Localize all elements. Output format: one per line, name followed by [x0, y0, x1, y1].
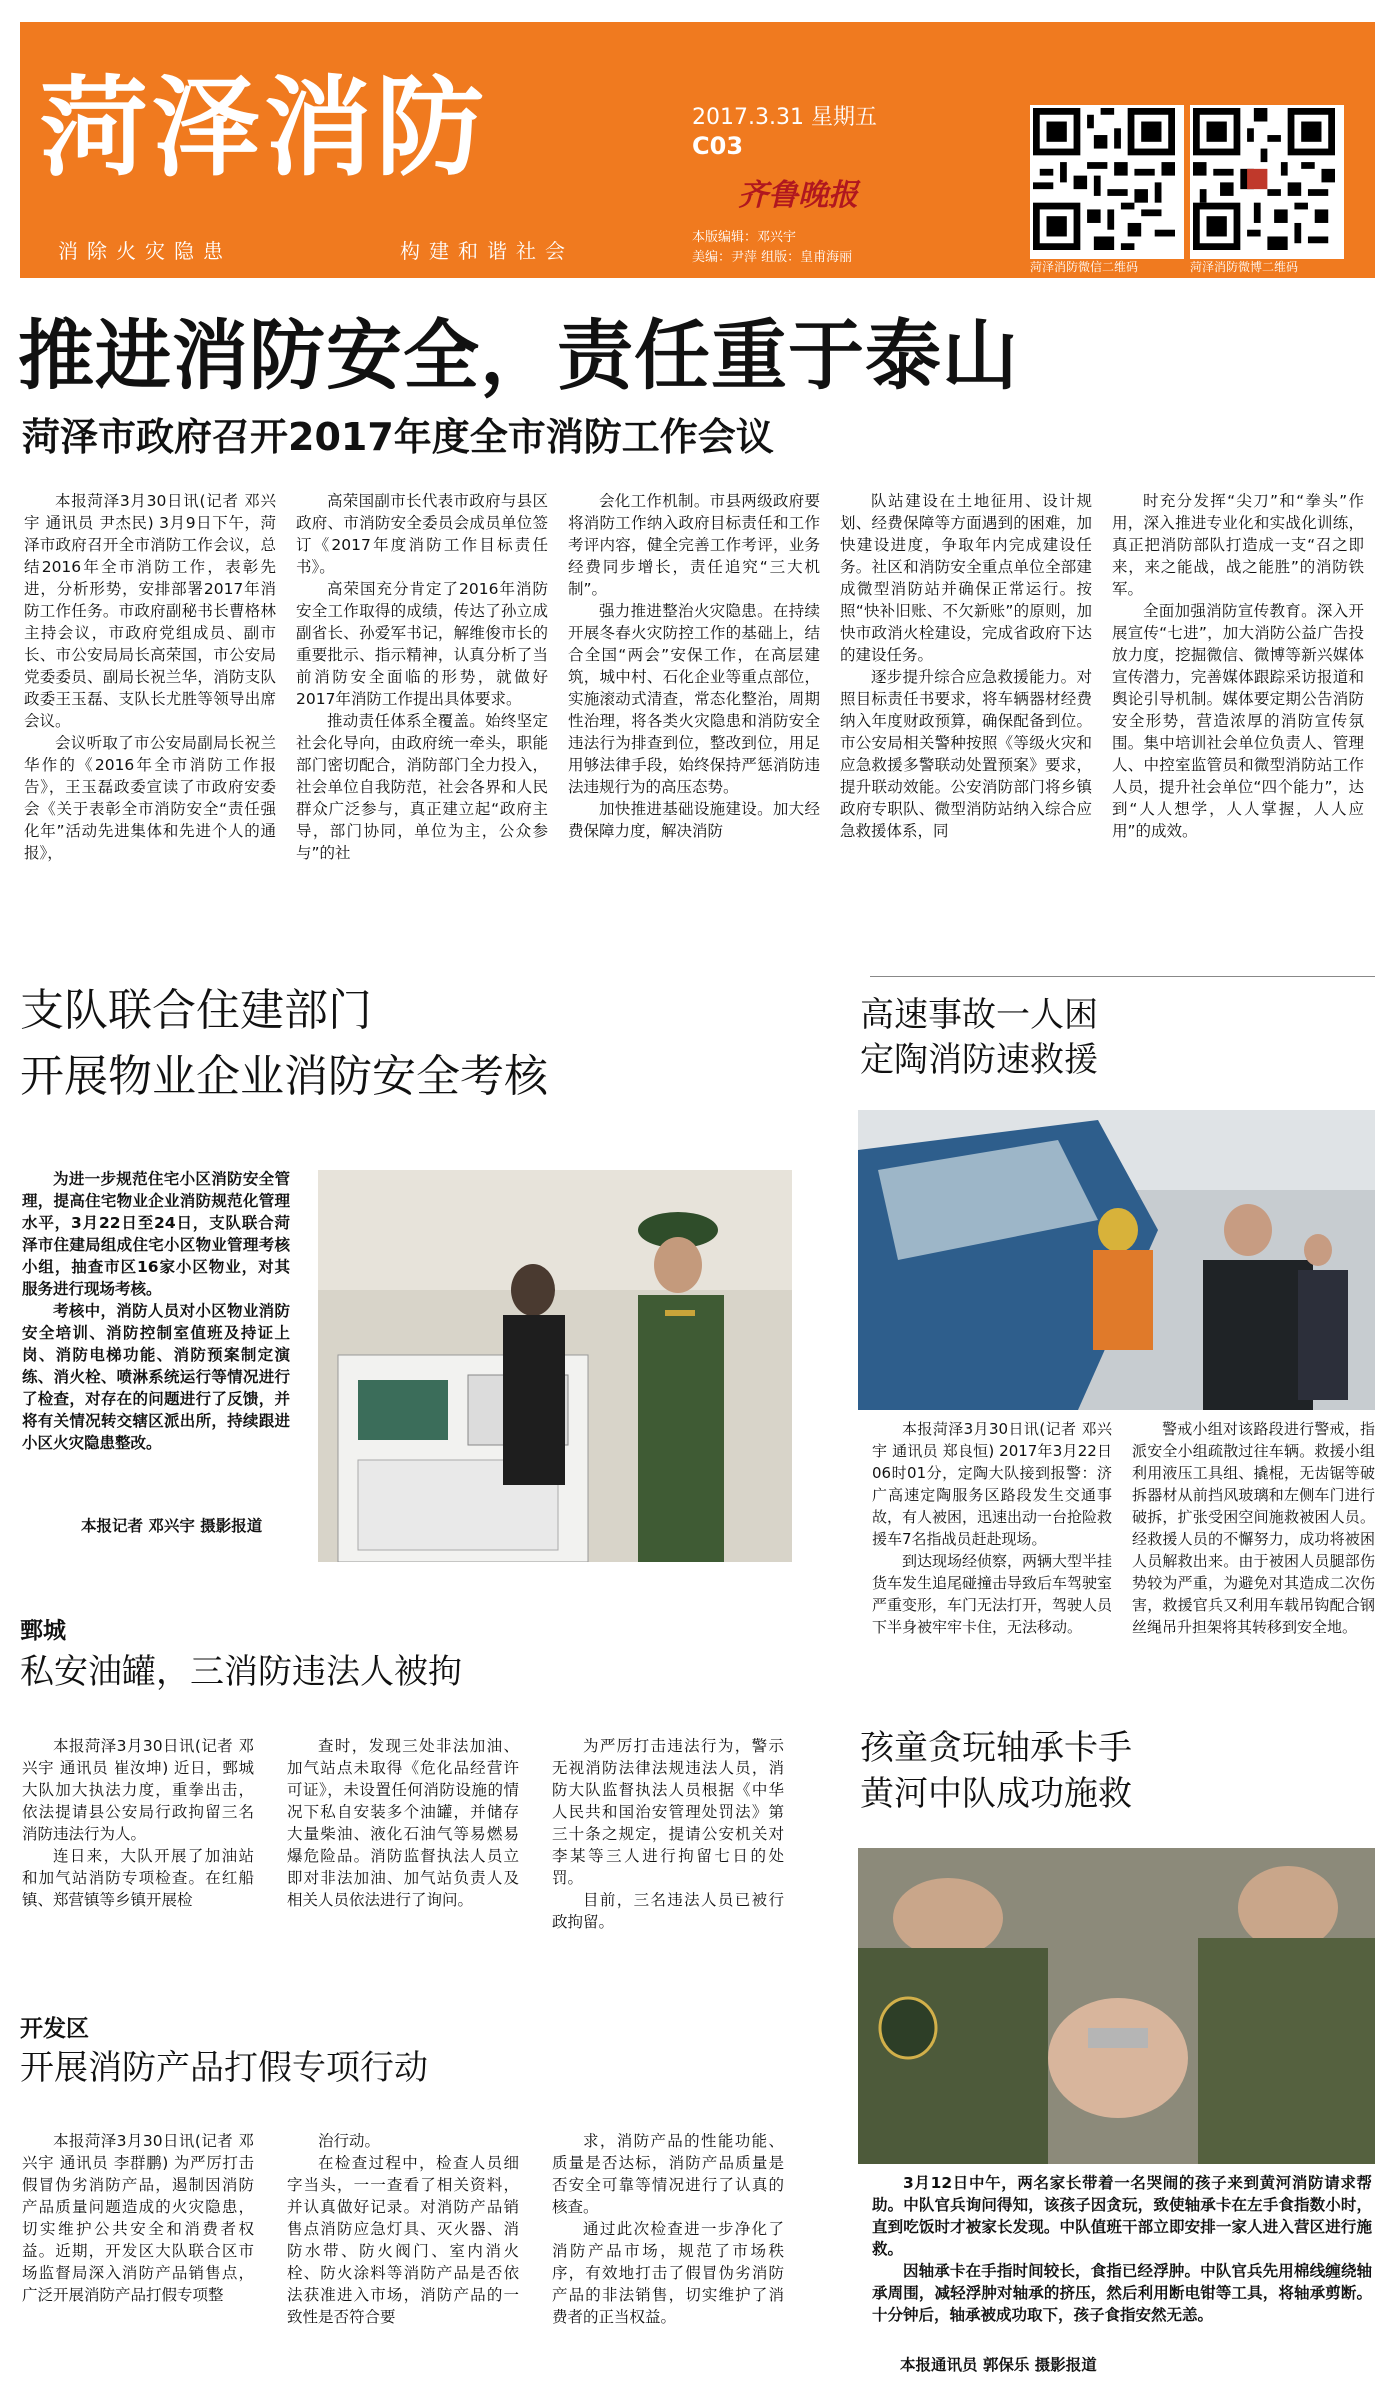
lead-column-4: 队站建设在土地征用、设计规划、经费保障等方面遇到的困难，加快建设进度，争取年内完成建设任务。社区和消防安全重点单位全部建成微型消防站并确保正常运行。按照“快补旧账、不欠新账”的原则，加快市政消火栓建设，完成省政府下达的建设任务。 逐步提升综合应急救援能力。对照目标责任书要求，将车辆器材经费纳入年度财政预算，确保配备到位。市公安局相关警种按照《等级火灾和应急救援多警联动处置预案》要求，提升联动效能。公安消防部门将乡镇政府专职队、微型消防站纳入综合应急救援体系，同	[840, 492, 1092, 840]
bearing-photo	[858, 1848, 1375, 2164]
inspection-headline-1: 支队联合住建部门	[20, 985, 372, 1036]
highway-headline-2: 定陶消防速救援	[860, 1040, 1098, 1080]
bearing-headline-2: 黄河中队成功施救	[860, 1774, 1132, 1814]
kaifa-headline: 开展消防产品打假专项行动	[20, 2048, 428, 2088]
inspection-body: 为进一步规范住宅小区消防安全管理，提高住宅物业企业消防规范化管理水平，3月22日至24日，支队联合菏泽市住建局组成住宅小区物业管理考核小组，抽查市区16家小区物业，对其服务进行现场考核。 考核中，消防人员对小区物业消防安全培训、消防控制室值班及持证上岗、消防电梯功能、消防预案制定演练、消火栓、喷淋系统运行等情况进行了检查，对存在的问题进行了反馈，并将有关情况转交辖区派出所，持续跟进小区火灾隐患整改。	[22, 1170, 290, 1452]
issue-date: 2017.3.31 星期五	[692, 105, 877, 130]
highway-column-1: 本报菏泽3月30日讯(记者 邓兴宇 通讯员 郑良恒) 2017年3月22日06时01分，定陶大队接到报警：济广高速定陶服务区路段发生交通事故，有人被困，迅速出动一台抢险救援车7名指战员赶赴现场。 到达现场经侦察，两辆大型半挂货车发生追尾碰撞击导致后车驾驶室严重变形，车门无法打开，驾驶人员下半身被牢牢卡住，无法移动。	[872, 1420, 1112, 1636]
section-divider	[870, 976, 1375, 977]
wechat-qr-code-icon[interactable]	[1030, 105, 1184, 259]
inspection-byline: 本报记者 邓兴宇 摄影报道	[81, 1517, 263, 1535]
inspection-headline-2: 开展物业企业消防安全考核	[20, 1051, 548, 1102]
weibo-qr-code-icon[interactable]	[1190, 105, 1344, 259]
juancheng-headline: 私安油罐，三消防违法人被拘	[20, 1652, 462, 1692]
bearing-headline-1: 孩童贪玩轴承卡手	[860, 1728, 1132, 1768]
juancheng-column-1: 本报菏泽3月30日讯(记者 邓兴宇 通讯员 崔汝坤) 近日，鄄城大队加大执法力度，重拳出击，依法提请县公安局行政拘留三名消防违法行为人。 连日来，大队开展了加油站和加气站消防专项检查。在红船镇、郑营镇等乡镇开展检	[22, 1737, 254, 1909]
lead-column-3: 会化工作机制。市县两级政府要将消防工作纳入政府目标责任和工作考评内容，健全完善工作考评，业务经费同步增长，责任追究“三大机制”。 强力推进整治火灾隐患。在持续开展冬春火灾防控工作的基础上，结合全国“两会”安保工作，在高层建筑，城中村、石化企业等重点部位，实施滚动式清查，常态化整治，周期性治理，将各类火灾隐患和消防安全违法行为排查到位，整改到位，用足用够法律手段，始终保持严惩消防违法违规行为的高压态势。 加快推进基础设施建设。加大经费保障力度，解决消防	[568, 492, 820, 840]
weibo-qr-caption: 菏泽消防微博二维码	[1190, 260, 1299, 274]
lead-subheadline: 菏泽市政府召开2017年度全市消防工作会议	[22, 415, 774, 459]
lead-column-1: 本报菏泽3月30日讯(记者 邓兴宇 通讯员 尹杰民) 3月9日下午，菏泽市政府召开全市消防工作会议，总结2016年全市消防工作，表彰先进，分析形势，安排部署2017年消防工作任务。市政府副秘书长曹格林主持会议，市政府党组成员、副市长、市公安局局长高荣国，市公安局党委委员、副局长祝兰华，消防支队政委王玉磊、支队长尤胜等领导出席会议。 会议听取了市公安局副局长祝兰华作的《2016年全市消防工作报告》，王玉磊政委宣读了市政府安委会《关于表彰全市消防安全“责任强化年”活动先进集体和先进个人的通报》，	[24, 492, 276, 862]
juancheng-column-2: 查时，发现三处非法加油、加气站点未取得《危化品经营许可证》，未设置任何消防设施的情况下私自安装多个油罐，并储存大量柴油、液化石油气等易燃易爆危险品。消防监督执法人员立即对非法加油、加气站负责人及相关人员依法进行了询问。	[287, 1737, 519, 1909]
bearing-byline: 本报通讯员 郭保乐 摄影报道	[900, 2356, 1097, 2374]
kaifa-column-1: 本报菏泽3月30日讯(记者 邓兴宇 通讯员 李群鹏) 为严厉打击假冒伪劣消防产品，遏制因消防产品质量问题造成的火灾隐患，切实维护公共安全和消费者权益。近期，开发区大队联合区市场监督局深入消防产品销售点，广泛开展消防产品打假专项整	[22, 2132, 254, 2304]
kaifa-column-2: 治行动。 在检查过程中，检查人员细字当头，一一查看了相关资料，并认真做好记录。对消防产品销售点消防应急灯具、灭火器、消防水带、防火阀门、室内消火栓、防火涂料等消防产品是否依法获准进入市场，消防产品的一致性是否符合要	[287, 2132, 519, 2326]
paper-logo: 齐鲁晚报	[738, 178, 858, 213]
lead-headline: 推进消防安全，责任重于泰山	[18, 311, 1019, 400]
lead-column-5: 时充分发挥“尖刀”和“拳头”作用，深入推进专业化和实战化训练，真正把消防部队打造成一支“召之即来，来之能战，战之能胜”的消防铁军。 全面加强消防宣传教育。深入开展宣传“七进”，加大消防公益广告投放力度，挖掘微信、微博等新兴媒体宣传潜力，完善媒体跟踪采访报道和舆论引导机制。媒体要定期公告消防安全形势，营造浓厚的消防宣传氛围。集中培训社会单位负责人、管理人、中控室监管员和微型消防站工作人员，提升社会单位“四个能力”，达到“人人想学，人人掌握，人人应用”的成效。	[1112, 492, 1364, 840]
lead-column-2: 高荣国副市长代表市政府与县区政府、市消防安全委员会成员单位签订《2017年度消防工作目标责任书》。 高荣国充分肯定了2016年消防安全工作取得的成绩，传达了孙立成副省长、孙爱军书记，解维俊市长的重要批示、指示精神，认真分析了当前消防安全面临的形势，就做好2017年消防工作提出具体要求。 推动责任体系全覆盖。始终坚定社会化导向，由政府统一牵头，职能部门密切配合，消防部门全力投入，社会单位自我防范，社会各界和人民群众广泛参与，真正建立起“政府主导，部门协同，单位为主，公众参与”的社	[296, 492, 548, 862]
bearing-caption: 3月12日中午，两名家长带着一名哭闹的孩子来到黄河消防请求帮助。中队官兵询问得知，该孩子因贪玩，致使轴承卡在左手食指数小时，直到吃饭时才被家长发现。中队值班干部立即安排一家人进入营区进行施救。 因轴承卡在手指时间较长，食指已经浮肿。中队官兵先用棉线缠绕轴承周围，减轻浮肿对轴承的挤压，然后利用断电钳等工具，将轴承剪断。十分钟后，轴承被成功取下，孩子食指安然无恙。	[872, 2174, 1372, 2324]
highway-headline-1: 高速事故一人困	[860, 995, 1098, 1035]
highway-photo	[858, 1110, 1375, 1410]
slogan-left: 消除火灾隐患	[58, 239, 232, 263]
newspaper-brand: 菏泽消防	[40, 66, 489, 191]
kaifa-column-3: 求，消防产品的性能功能、质量是否达标，消防产品质量是否安全可靠等情况进行了认真的核查。 通过此次检查进一步净化了消防产品市场，规范了市场秩序，有效地打击了假冒伪劣消防产品的非法销售，切实维护了消费者的正当权益。	[552, 2132, 784, 2326]
design-credit: 美编：尹萍 组版：皇甫海丽	[692, 250, 853, 265]
slogan-right: 构建和谐社会	[400, 239, 574, 263]
juancheng-column-3: 为严厉打击违法行为，警示无视消防法律法规违法人员，消防大队监督执法人员根据《中华人民共和国治安管理处罚法》第三十条之规定，提请公安机关对李某等三人进行拘留七日的处罚。 目前，三名违法人员已被行政拘留。	[552, 1737, 784, 1931]
editor-credit: 本版编辑：邓兴宇	[692, 230, 797, 245]
kaifa-tag: 开发区	[20, 2016, 89, 2042]
juancheng-tag: 鄄城	[20, 1618, 66, 1644]
inspection-photo	[318, 1170, 792, 1562]
wechat-qr-caption: 菏泽消防微信二维码	[1030, 260, 1139, 274]
highway-column-2: 警戒小组对该路段进行警戒，指派安全小组疏散过往车辆。救援小组利用液压工具组、撬棍，无齿锯等破拆器材从前挡风玻璃和左侧车门进行破拆，扩张受困空间施救被困人员。经救援人员的不懈努力，成功将被困人员解救出来。由于被困人员腿部伤势较为严重，为避免对其造成二次伤害，救援官兵又利用车载吊钩配合钢丝绳吊升担架将其转移到安全地。	[1132, 1420, 1375, 1636]
page-number: C03	[692, 132, 744, 160]
